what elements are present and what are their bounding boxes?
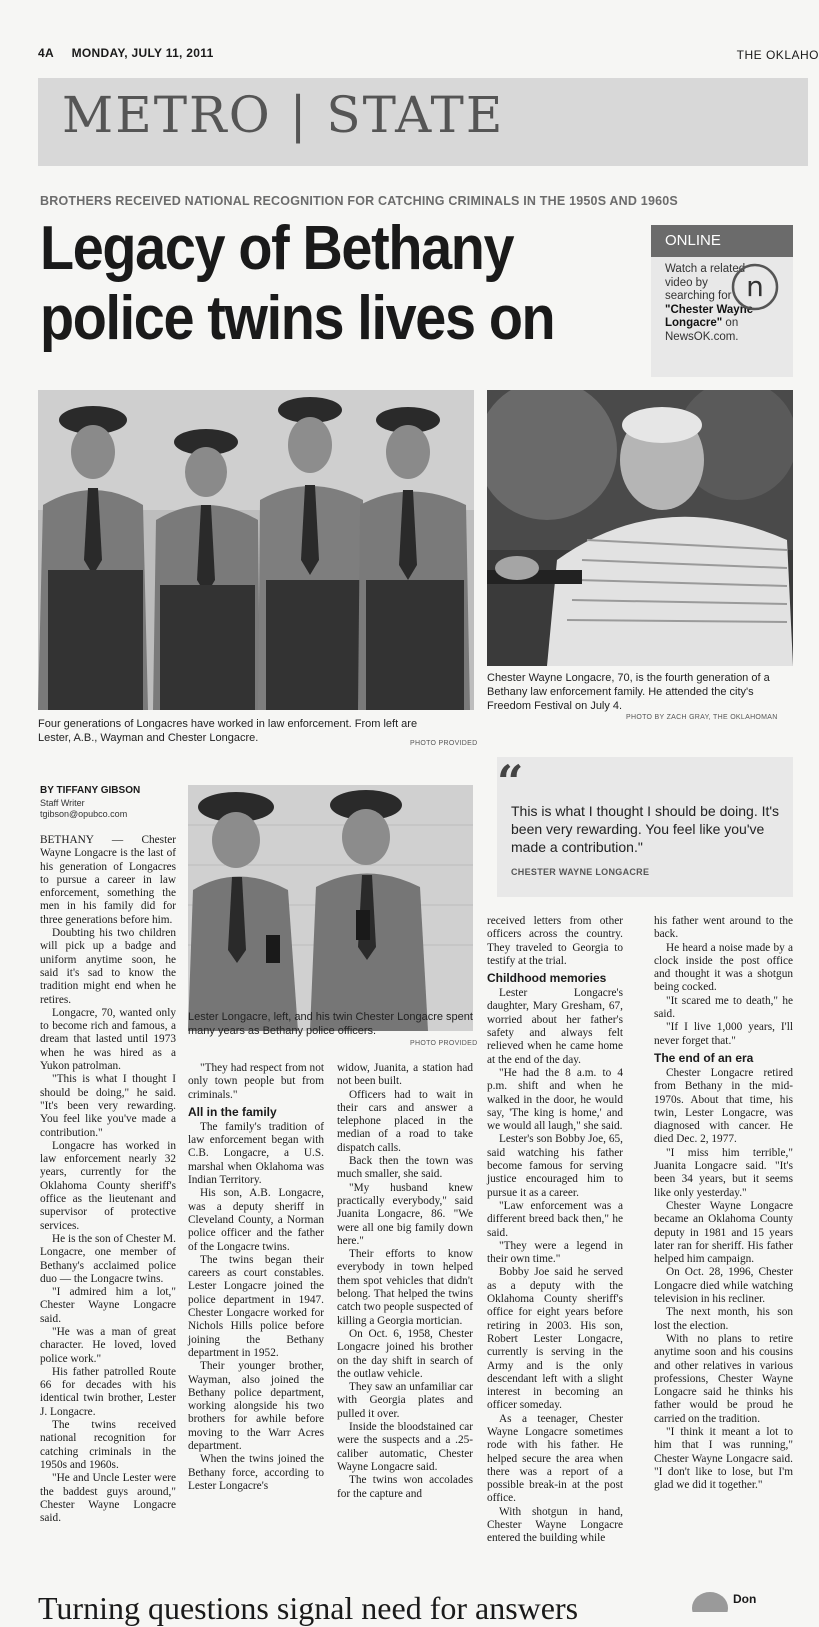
paragraph: His father patrolled Route 66 for decades with his identical twin brother, Lester J. Longacre.	[40, 1365, 176, 1418]
page-header	[38, 46, 228, 60]
photo-chester-wayne	[487, 390, 793, 666]
photo-four-generations	[38, 390, 474, 710]
photo-credit-four-generations: PHOTO PROVIDED	[410, 740, 478, 747]
paragraph: Their younger brother, Wayman, also joined the Bethany police department, working alongside his two brothers for awhile before moving to the Warr Acres department.	[188, 1360, 324, 1453]
paragraph: "I miss him terrible," Juanita Longacre said. "It's been 34 years, but it seems like only yesterday."	[654, 1146, 793, 1199]
paragraph: The twins received national recognition for catching criminals in the 1950s and 1960s.	[40, 1419, 176, 1471]
paragraph: The family's tradition of law enforcement began with C.B. Longacre, a U.S. marshal when Oklahoma was Indian Territory.	[188, 1120, 324, 1187]
paragraph: He is the son of Chester M. Longacre, one member of Bethany's acclaimed police duo — the Longacre twins.	[40, 1232, 176, 1285]
online-search-term: "Chester Wayne Longacre"	[665, 303, 754, 329]
paragraph: He heard a noise made by a clock inside the post office and thought it was a shotgun being cocked.	[654, 941, 793, 994]
article-column-2	[188, 1062, 324, 1493]
paragraph: "I admired him a lot," Chester Wayne Longacre said.	[40, 1286, 176, 1325]
columnist-photo-icon	[690, 1588, 730, 1612]
paragraph: Longacre has worked in law enforcement nearly 32 years, currently for the Oklahoma County sheriff's office as the lieutenant and supervisor of protective services.	[40, 1139, 176, 1232]
paragraph: "Law enforcement was a different breed back then," he said.	[487, 1199, 623, 1239]
paragraph: Chester Wayne Longacre became an Oklahoma County deputy in 1981 and 15 years later ran for sheriff. His father helped him campaign.	[654, 1199, 793, 1266]
article-kicker: BROTHERS RECEIVED NATIONAL RECOGNITION FOR CATCHING CRIMINALS IN THE 1950S AND 1960S	[40, 194, 678, 208]
paragraph: "If I live 1,000 years, I'll never forget that."	[654, 1021, 793, 1047]
pull-quote-author: CHESTER WAYNE LONGACRE	[511, 867, 650, 877]
paragraph: "They had respect from not only town people but from criminals."	[188, 1062, 324, 1101]
paragraph: The twins began their careers as court constables. Lester Longacre joined the police department in 1947. Chester Longacre worked for Nichols Hills police before joining the Bethany department in 1952.	[188, 1253, 324, 1359]
paragraph: On Oct. 28, 1996, Chester Longacre died while watching television in his recliner.	[654, 1266, 793, 1306]
paragraph: Doubting his two children will pick up a badge and uniform anytime soon, he said it's sad to know the tradition might end when he retires.	[40, 927, 176, 1006]
subhead-end-of-an-era: The end of an era	[654, 1050, 754, 1065]
photo-credit-chester-wayne: PHOTO BY ZACH GRAY, THE OKLAHOMAN	[626, 714, 778, 721]
paper-name: THE OKLAHO	[736, 48, 819, 62]
paragraph: "My husband knew practically everybody," said Juanita Longacre, 86. "We were all one big family down here."	[337, 1181, 473, 1247]
paragraph: Officers had to wait in their cars and answer a telephone placed in the median of a road to take dispatch calls.	[337, 1088, 473, 1154]
paragraph: received letters from other officers across the country. They traveled to Georgia to testify at the trial.	[487, 915, 623, 967]
paragraph: His son, A.B. Longacre, was a deputy sheriff in Cleveland County, a Norman police officer and the father of the Longacre twins.	[188, 1187, 324, 1253]
photo-caption-chester-wayne: Chester Wayne Longacre, 70, is the fourth generation of a Bethany law enforcement family. He attended the city's Freedom Festival on July 4.	[487, 672, 770, 712]
paragraph: Bobby Joe said he served as a deputy with the Oklahoma County sheriff's office for eight years before retiring in 2003. His son, Robert Lester Longacre, currently is serving in the Army and is the only descendant left with a slight interest in becoming an officer someday.	[487, 1266, 623, 1412]
online-label: ONLINE	[651, 225, 793, 257]
paragraph: Chester Longacre retired from Bethany in the mid-1970s. About that time, his twin, Lester Longacre, was diagnosed with cancer. He died Dec. 2, 1977.	[654, 1066, 793, 1146]
online-site-link[interactable]: on NewsOK.com.	[665, 317, 739, 343]
paragraph: "They were a legend in their own time."	[487, 1239, 623, 1266]
paragraph: Inside the bloodstained car were the suspects and a .25-caliber automatic, Chester Wayne Longacre said.	[337, 1421, 473, 1473]
columnist-name: Don	[733, 1592, 757, 1606]
subhead-childhood-memories: Childhood memories	[487, 971, 607, 986]
online-text-main: Watch a related video by searching for	[665, 263, 746, 302]
paragraph: Longacre, 70, wanted only to become rich and famous, a dream that lasted until 1973 when he was hired as a Yukon patrolman.	[40, 1006, 176, 1073]
paragraph: Their efforts to know everybody in town helped them spot vehicles that didn't belong. That helped the twins catch two people suspected of killing a Georgia mortician.	[337, 1248, 473, 1327]
pull-quote-text: This is what I thought I should be doing. It's been very rewarding. You feel like you've made a contribution."	[511, 803, 780, 855]
subhead-all-in-the-family: All in the family	[188, 1104, 277, 1119]
photo-twins	[188, 785, 473, 1031]
staff-title: Staff Writer	[40, 798, 85, 808]
paragraph: The next month, his son lost the election.	[654, 1306, 793, 1332]
paragraph: Back then the town was much smaller, she said.	[337, 1155, 473, 1181]
paragraph: "This is what I thought I should be doing," he said. "It's been very rewarding. You feel like you've made a contribution."	[40, 1073, 176, 1139]
paragraph: Lester Longacre's daughter, Mary Gresham, 67, worried about her father's safety and always felt relieved when he came home at the end of the day.	[487, 987, 623, 1066]
paragraph: BETHANY — Chester Wayne Longacre is the last of his generation of Longacres to pursue a career in law enforcement, something the men in his family did for three generations before him.	[40, 834, 176, 926]
paragraph: "It scared me to death," he said.	[654, 994, 793, 1021]
photo-caption-twins: Lester Longacre, left, and his twin Chester Longacre spent many years as Bethany police officers.	[188, 1011, 473, 1037]
paragraph: "He and Uncle Lester were the baddest guys around," Chester Wayne Longacre said.	[40, 1472, 176, 1525]
newsok-logo-letter: n	[746, 270, 764, 303]
article-headline: Legacy of Bethany police twins lives on	[40, 214, 555, 353]
article-column-5	[654, 915, 793, 1492]
paragraph: his father went around to the back.	[654, 915, 793, 941]
paragraph: The twins won accolades for the capture and	[337, 1474, 473, 1500]
quote-mark-icon: “	[497, 755, 524, 809]
paragraph: With no plans to retire anytime soon and his cousins and other relatives in various professions, Chester Wayne Longacre said he thinks his father would be proud he carried on the tradition.	[654, 1332, 793, 1425]
paragraph: They saw an unfamiliar car with Georgia plates and pulled it over.	[337, 1381, 473, 1420]
paragraph: With shotgun in hand, Chester Wayne Longacre entered the building while	[487, 1505, 623, 1545]
paragraph: widow, Juanita, a station had not been built.	[337, 1062, 473, 1088]
paragraph: On Oct. 6, 1958, Chester Longacre joined his brother on the day shift in search of the outlaw vehicle.	[337, 1327, 473, 1380]
paragraph: "I think it meant a lot to him that I was running," Chester Wayne Longacre said. "I don't like to lose, but I'm glad we did it together."	[654, 1425, 793, 1492]
next-story-headline: Turning questions signal need for answers	[38, 1590, 579, 1626]
paragraph: When the twins joined the Bethany force, according to Lester Longacre's	[188, 1453, 324, 1492]
photo-caption-four-generations: Four generations of Longacres have worked in law enforcement. From left are Lester, A.B., Wayman and Chester Longacre.	[38, 718, 418, 744]
staff-email[interactable]: tgibson@opubco.com	[40, 809, 128, 819]
staff-info	[40, 798, 127, 820]
paragraph: As a teenager, Chester Wayne Longacre sometimes rode with his father. He helped secure the area when there was a report of a possible break-in at the post office.	[487, 1412, 623, 1505]
article-column-4	[487, 915, 623, 1546]
paragraph: "He was a man of great character. He loved, loved police work."	[40, 1325, 176, 1365]
article-column-3	[337, 1062, 473, 1501]
newsok-logo-icon	[730, 262, 780, 312]
issue-date: MONDAY, JULY 11, 2011	[71, 46, 214, 60]
article-column-1	[40, 834, 176, 1525]
paragraph: Lester's son Bobby Joe, 65, said watching his father become famous for serving justice encouraged him to pursue it as a career.	[487, 1133, 623, 1199]
byline: BY TIFFANY GIBSON	[40, 785, 141, 796]
paragraph: "He had the 8 a.m. to 4 p.m. shift and when he walked in the door, he would say, 'The king is home,' and we would all laugh," she said.	[487, 1066, 623, 1133]
page-number: 4A	[38, 46, 54, 60]
section-title: METRO | STATE	[62, 86, 505, 144]
photo-credit-twins: PHOTO PROVIDED	[410, 1040, 478, 1047]
